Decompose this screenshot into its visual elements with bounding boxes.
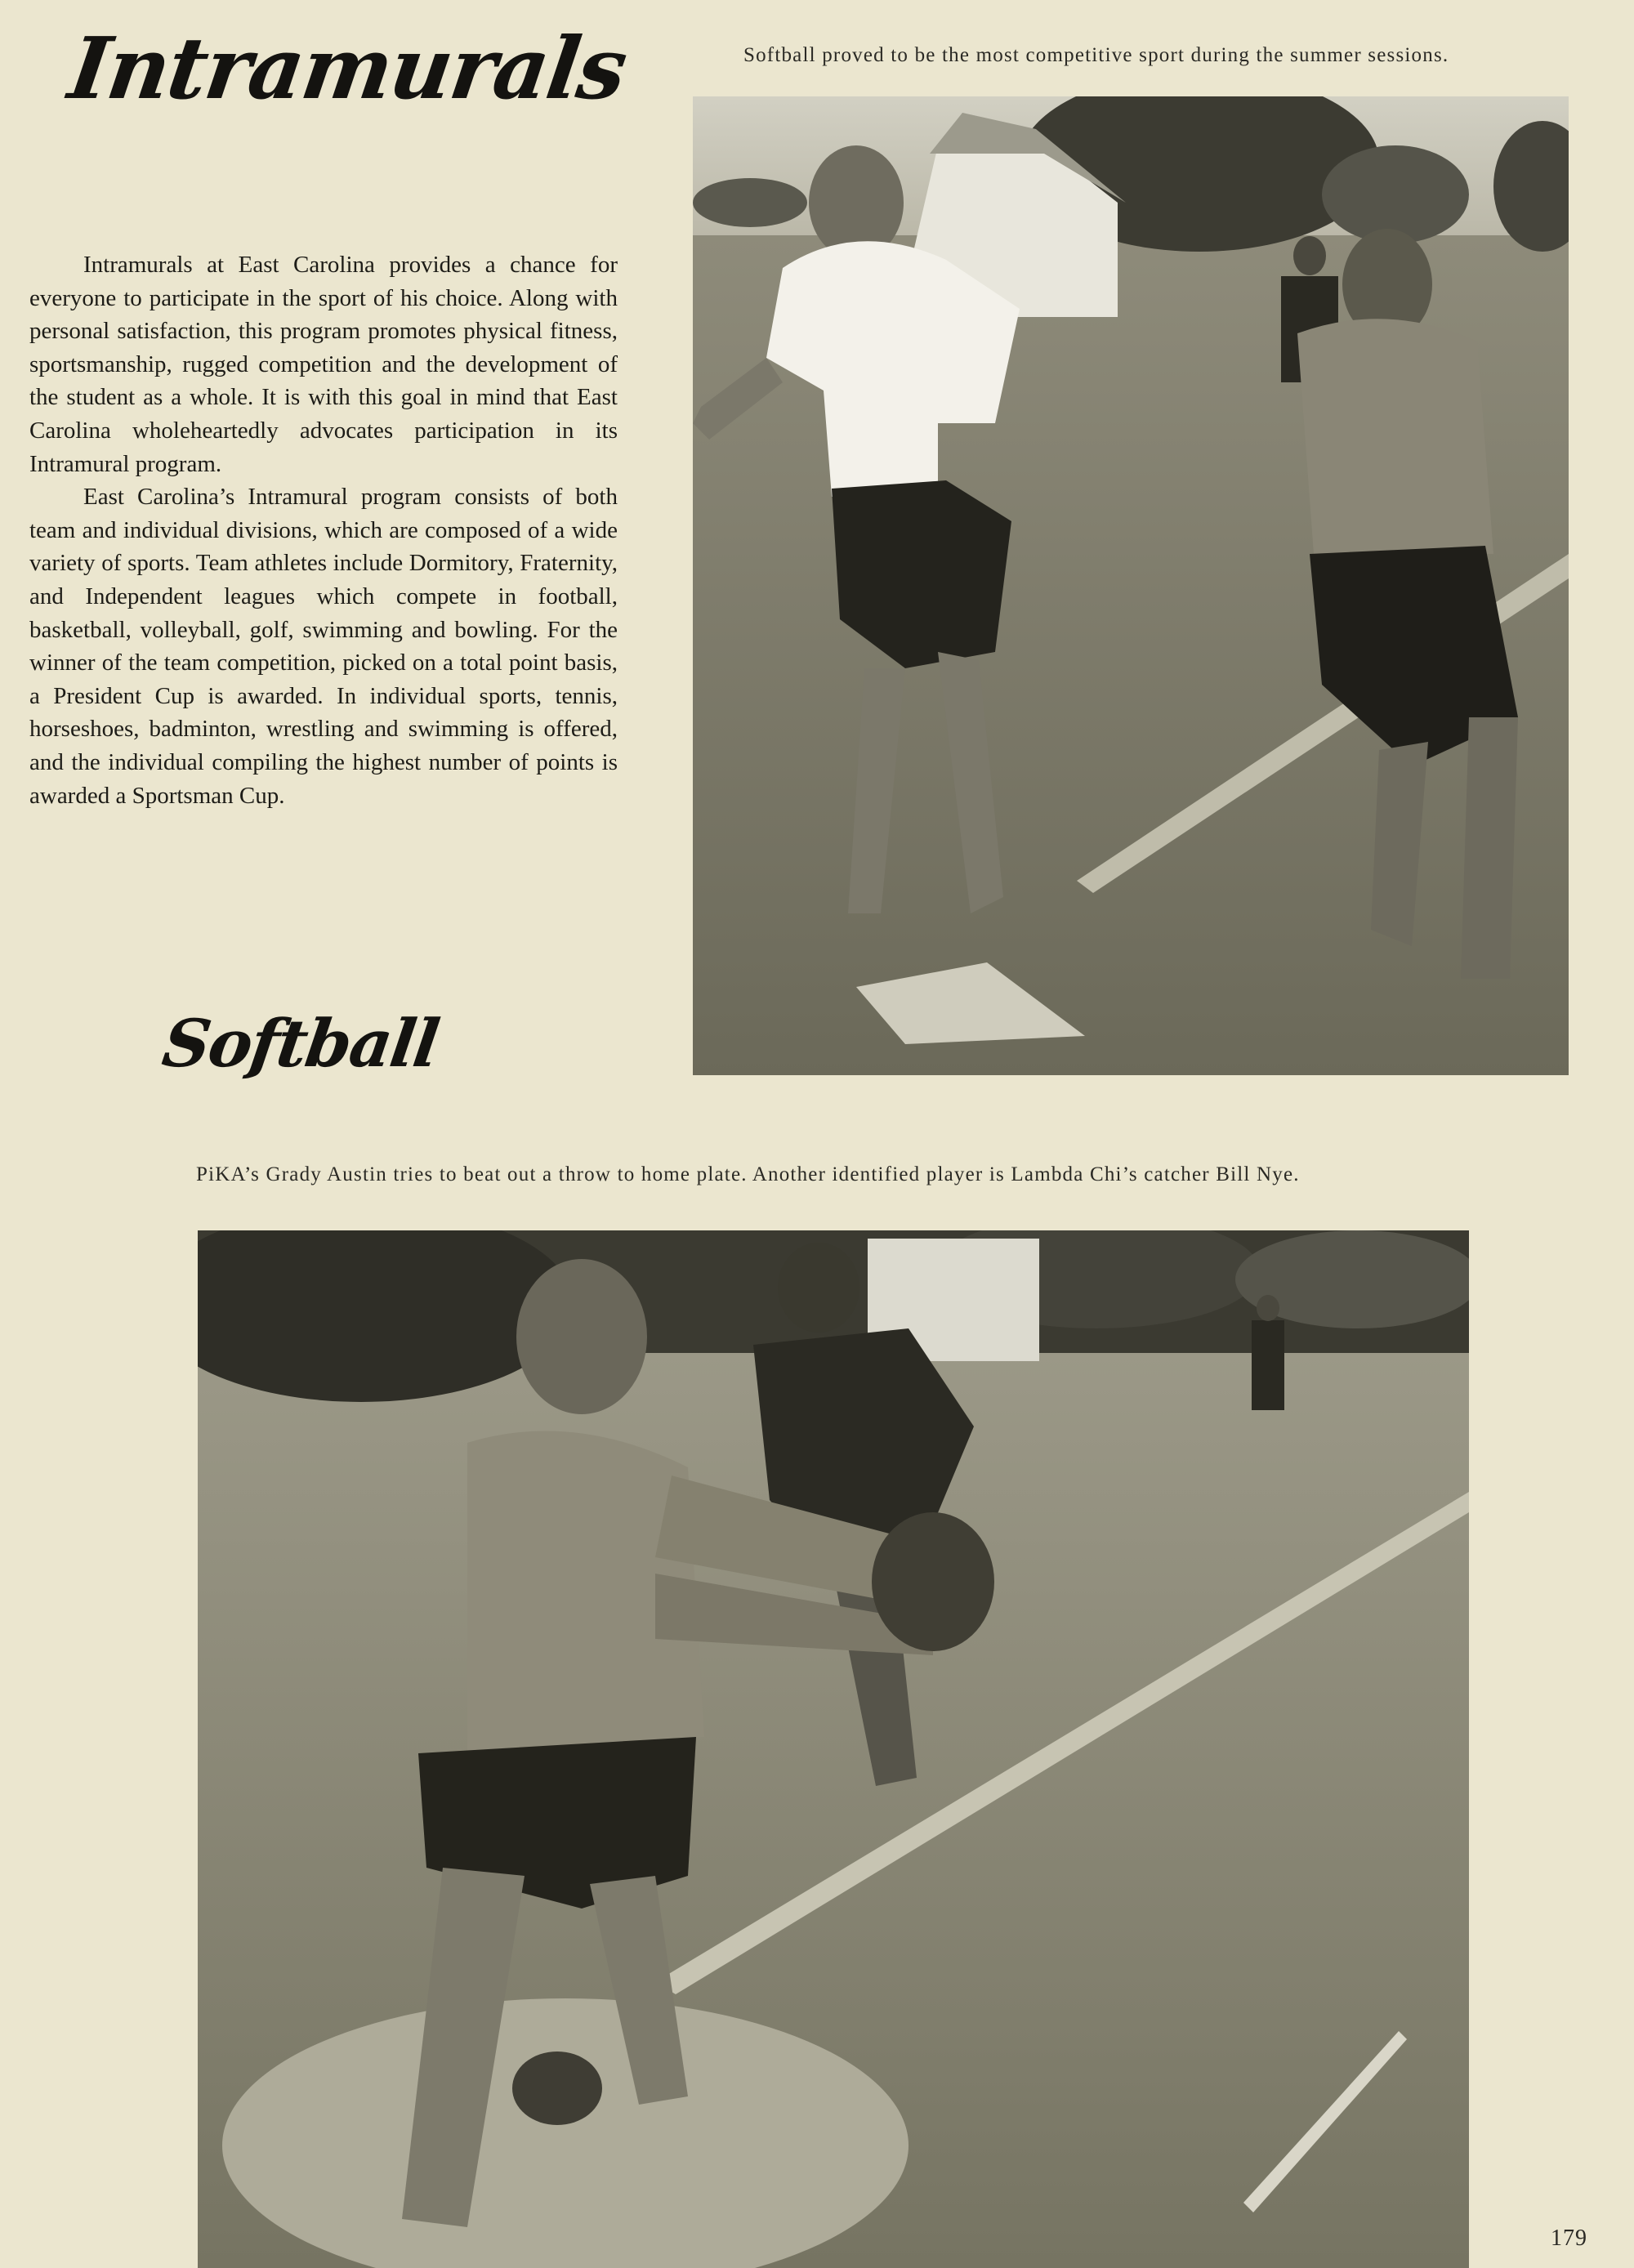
page-title: Intramurals — [63, 18, 632, 118]
top-photo-caption: Softball proved to be the most competitive sport during the summer sessions. — [743, 44, 1449, 66]
article-body — [29, 248, 618, 812]
page-number: 179 — [1551, 2226, 1587, 2251]
bottom-photo-caption: PiKA’s Grady Austin tries to beat out a throw to home plate. Another identified player is Lambda Chi’s catcher Bill Nye. — [196, 1163, 1300, 1185]
section-heading: Softball — [158, 1005, 443, 1082]
softball-baserunner-photo — [693, 96, 1569, 1075]
article-paragraph-2: East Carolina’s Intramural program consists of both team and individual divisions, which are composed of a wide variety of sports. Team athletes include Dormitory, Fraternity, and Independent leagues which compete in football, basketball, volleyball, golf, swimming and bowling. For the winner of the team competition, picked on a total point basis, a President Cup is awarded. In individual sports, tennis, horseshoes, badminton, wrestling and swimming is offered, and the individual compiling the highest number of points is awarded a Sportsman Cup. — [29, 484, 618, 809]
article-paragraph-1: Intramurals at East Carolina provides a chance for everyone to participate in the sport of his choice. Along with personal satisfaction, this program promotes physical fitness, sportsmanship, rugged competition and the development of the student as a whole. It is with this goal in mind that East Carolina wholeheartedly advocates participation in its Intramural program. — [29, 252, 618, 477]
softball-catcher-photo — [198, 1230, 1469, 2268]
